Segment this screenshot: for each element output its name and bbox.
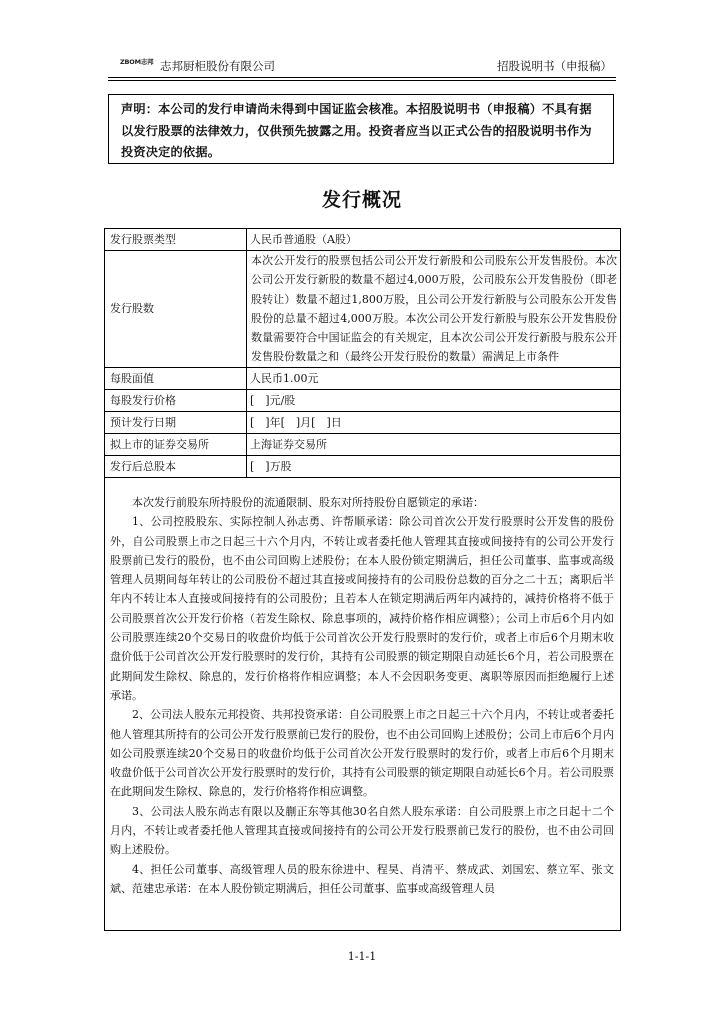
section-title: 发行概况 [321,189,402,211]
row-value: 人民币普通股（A股） [247,229,621,251]
header-rule-thin [108,80,616,81]
page-header [108,52,616,76]
paragraph: 2、公司法人股东元邦投资、共邦投资承诺：自公司股票上市之日起三十六个月内，不转让或者委托他人管理其所持有的公司公开发行股票前已发行的股份，也不由公司回购上述股份；公司上市后6个月内如公司股票连续20个交易日的收盘价均低于公司首次公开发行股票时的发行价，或者上市后6个月期末收盘价低于公司首次公开发行股票时的发行价，其持有公司股票的锁定期限自动延长6个月。若公司股票在此期间发生除权、除息的，发行价格将作相应调整。 [110,708,614,799]
table-row [105,251,621,368]
paragraph: 4、担任公司董事、高级管理人员的股东徐进中、程昊、肖清平、蔡成武、刘国宏、蔡立军、张文斌、范建忠承诺：在本人股份锁定期满后，担任公司董事、监事或高级管理人员 [110,862,614,895]
header-rule-thick [108,77,616,78]
row-label: 每股发行价格 [105,389,247,411]
offering-summary-table [104,228,621,478]
table-row [105,229,621,251]
row-label: 预计发行日期 [105,411,247,433]
lockup-commitments [110,493,614,898]
disclaimer-box: 声明：本公司的发行申请尚未得到中国证监会核准。本招股说明书（申报稿）不具有据以发行股票的法律效力，仅供预先披露之用。投资者应当以正式公告的招股说明书作为投资决定的依据。 [108,94,614,164]
row-label: 拟上市的证券交易所 [105,433,247,455]
row-value: [ ]万股 [247,455,621,477]
row-value: 人民币1.00元 [247,367,621,389]
paragraph: 3、公司法人股东尚志有限以及蒯正东等其他30名自然人股东承诺：自公司股票上市之日起十二个月内，不转让或者委托他人管理其直接或间接持有的公司公开发行股票前已发行的股份，也不由公司回购上述股份。 [110,804,614,857]
document-type: 招股说明书（申报稿） [497,59,612,73]
paragraph: 本次发行前股东所持股份的流通限制、股东对所持股份自愿锁定的承诺： [132,496,484,509]
row-label: 每股面值 [105,367,247,389]
row-label: 发行后总股本 [105,455,247,477]
table-row [105,389,621,411]
page-number: 1-1-1 [347,950,377,963]
table-row [105,455,621,477]
paragraph: 1、公司控股股东、实际控制人孙志勇、许帮顺承诺：除公司首次公开发行股票时公开发售的股份外，自公司股票上市之日起三十六个月内，不转让或者委托他人管理其直接或间接持有的公司公开发行股票前已发行的股份，也不由公司回购上述股份；在本人股份锁定期满后，担任公司董事、监事或高级管理人员期间每年转让的公司股份不超过其直接或间接持有的公司股份总数的百分之二十五；离职后半年内不转让本人直接或间接持有的公司股份；且若本人在锁定期满后两年内减持的，减持价格将不低于公司股票首次公开发行价格（若发生除权、除息事项的，减持价格作相应调整）；公司上市后6个月内如公司股票连续20个交易日的收盘价均低于公司首次公开发行股票时的发行价，或者上市后6个月期末收盘价低于公司首次公开发行股票时的发行价，其持有公司股票的锁定期限自动延长6个月，若公司股票在此期间发生除权、除息的，发行价格将作相应调整；本人不会因职务变更、离职等原因而拒绝履行上述承诺。 [110,515,614,702]
company-name: 志邦厨柜股份有限公司 [160,59,275,73]
table-row [105,411,621,433]
table-row [105,433,621,455]
row-label: 发行股数 [105,251,247,368]
row-label: 发行股票类型 [105,229,247,251]
row-value: 上海证券交易所 [247,433,621,455]
table-row [105,367,621,389]
company-logo: ZBOM志邦 [120,58,154,66]
row-value: [ ]年[ ]月[ ]日 [247,411,621,433]
row-value: 本次公开发行的股票包括公司公开发行新股和公司股东公开发售股份。本次公司公开发行新股的数量不超过4,000万股，公司股东公开发售股份（即老股转让）数量不超过1,800万股，且公司公开发行新股与公司股东公开发售股份的总量不超过4,000万股。本次公司公开发行新股与股东公开发售股份数量需要符合中国证监会的有关规定，且本次公司公开发行新股与股东公开发售股份数量之和（最终公开发行股份的数量）需满足上市条件 [247,251,621,368]
row-value: [ ]元/股 [247,389,621,411]
